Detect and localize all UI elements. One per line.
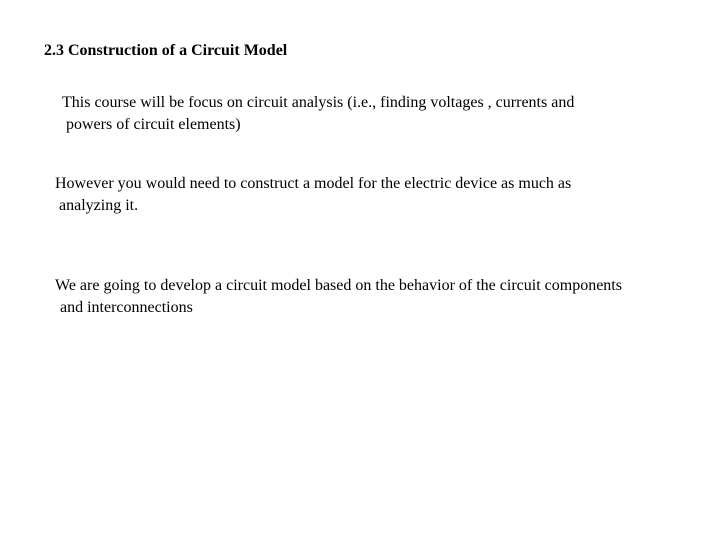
- paragraph-circuit-model: [55, 275, 622, 319]
- paragraph-model-construction: [55, 173, 571, 217]
- paragraph-line: powers of circuit elements): [66, 116, 241, 133]
- paragraph-line: We are going to develop a circuit model based on the behavior of the circuit components: [55, 277, 622, 294]
- paragraph-course-focus: [62, 92, 574, 136]
- paragraph-line: However you would need to construct a model for the electric device as much as: [55, 175, 572, 192]
- paragraph-line: and interconnections: [60, 299, 193, 316]
- slide-title: 2.3 Construction of a Circuit Model: [44, 42, 288, 59]
- paragraph-line: This course will be focus on circuit analysis (i.e., finding voltages , currents and: [62, 94, 575, 111]
- paragraph-line: analyzing it.: [59, 197, 139, 214]
